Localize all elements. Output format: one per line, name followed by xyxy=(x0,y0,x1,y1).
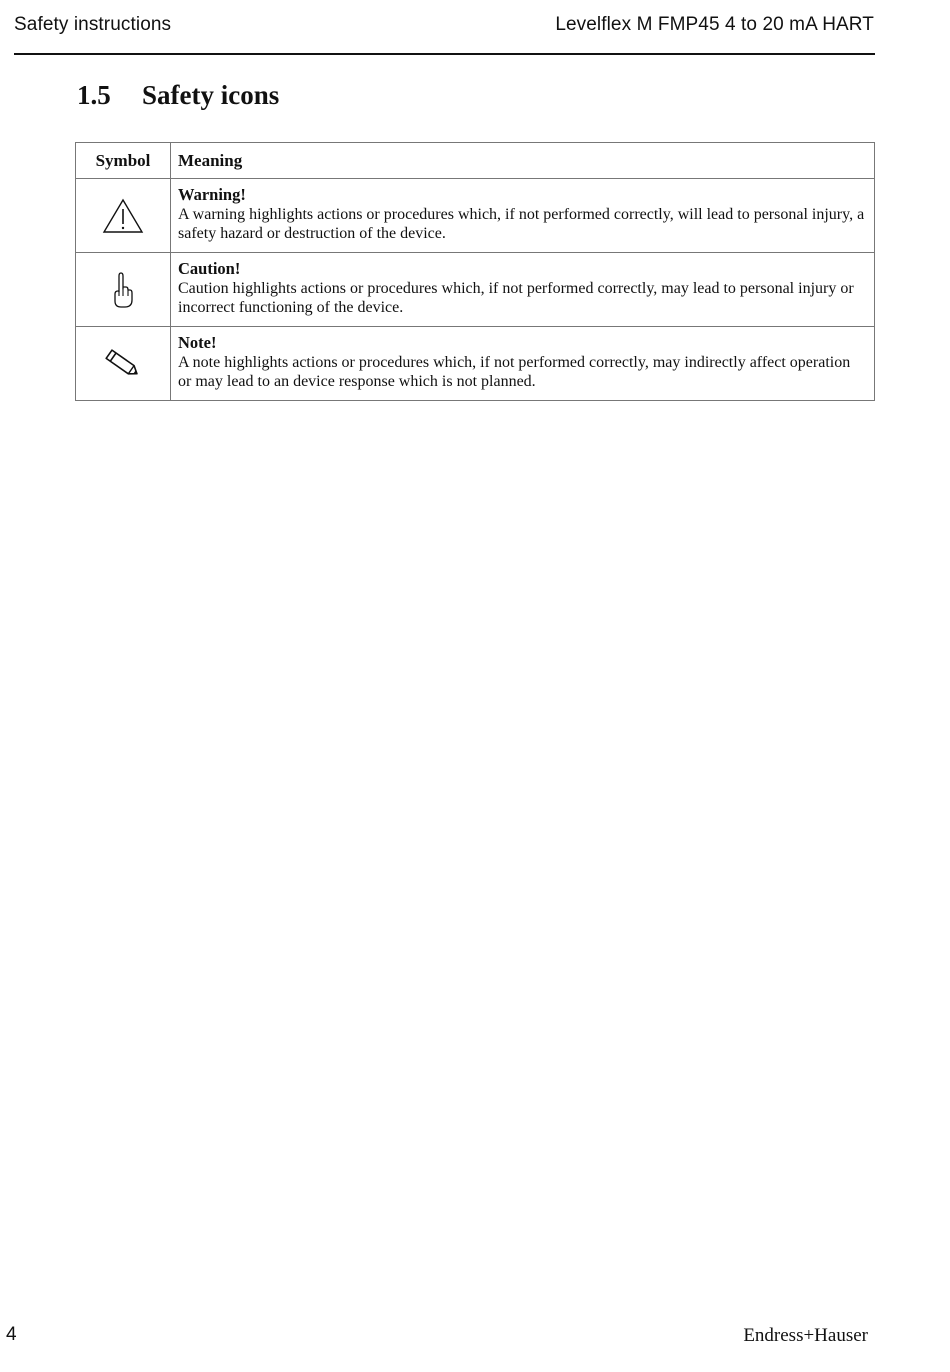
table-header-row xyxy=(76,143,875,179)
warning-label: Warning! xyxy=(178,185,246,204)
note-pencil-icon xyxy=(102,348,144,380)
safety-icons-table xyxy=(75,142,875,401)
column-header-symbol: Symbol xyxy=(76,143,171,179)
symbol-cell xyxy=(76,253,171,327)
note-description: A note highlights actions or procedures which, if not performed correctly, may indirectly affect operation or may lead to an device response which is not planned. xyxy=(178,353,851,390)
symbol-cell xyxy=(76,179,171,253)
section-number: 1.5 xyxy=(77,80,111,110)
meaning-cell xyxy=(171,253,875,327)
page-number: 4 xyxy=(6,1324,17,1345)
meaning-cell xyxy=(171,327,875,401)
section-heading xyxy=(77,80,279,111)
caution-hand-icon xyxy=(111,270,135,310)
warning-description: A warning highlights actions or procedures which, if not performed correctly, will lead to personal injury, a safety hazard or destruction of the device. xyxy=(178,205,865,242)
caution-label: Caution! xyxy=(178,259,241,278)
note-label: Note! xyxy=(178,333,217,352)
running-header-left: Safety instructions xyxy=(14,14,172,35)
symbol-cell xyxy=(76,327,171,401)
header-rule xyxy=(14,53,875,55)
table-row xyxy=(76,253,875,327)
column-header-meaning: Meaning xyxy=(171,143,875,179)
caution-description: Caution highlights actions or procedures which, if not performed correctly, may lead to personal injury or incorrect functioning of the device. xyxy=(178,279,854,316)
running-header-right: Levelflex M FMP45 4 to 20 mA HART xyxy=(555,14,874,35)
table-row xyxy=(76,179,875,253)
meaning-cell xyxy=(171,179,875,253)
section-title: Safety icons xyxy=(142,80,280,110)
warning-triangle-icon xyxy=(102,198,144,234)
table-row xyxy=(76,327,875,401)
footer-brand: Endress+Hauser xyxy=(743,1325,868,1346)
